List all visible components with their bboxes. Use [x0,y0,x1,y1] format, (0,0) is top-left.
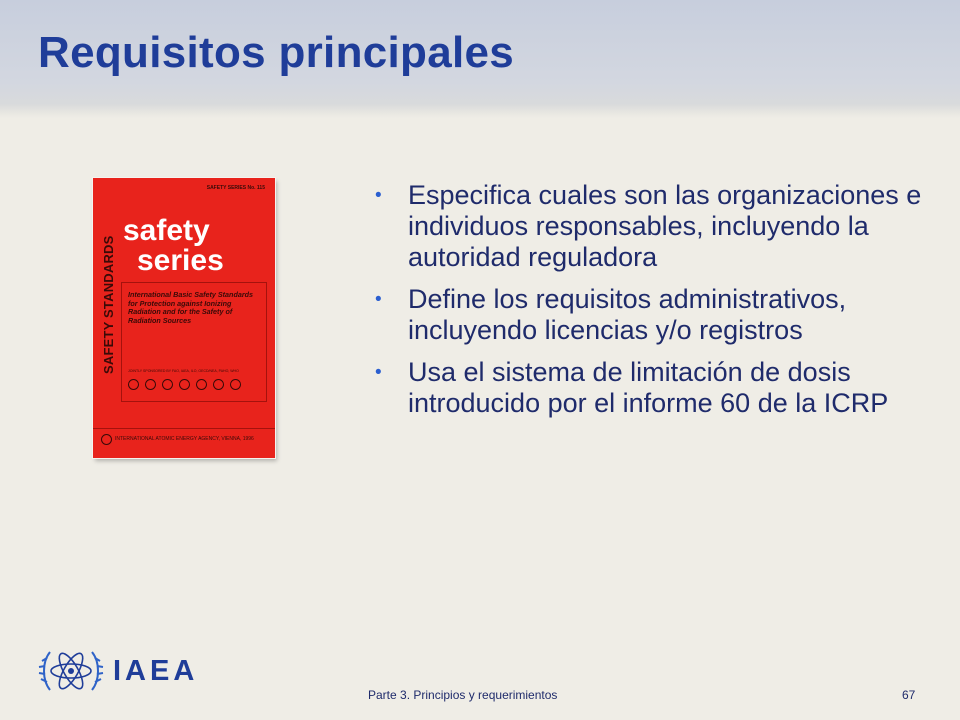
cover-title-word-2: series [137,244,224,277]
sponsor-emblem-icon [179,379,190,390]
cover-footer [93,428,275,451]
cover-description-box [121,282,267,402]
cover-description: International Basic Safety Standards for Protection against Ionizing Radiation and for the Safety of Radiation Sources [128,290,254,325]
cover-vertical-label [99,214,119,374]
cover-series-number: SAFETY SERIES No. 115 [206,185,265,191]
bullet-text: Usa el sistema de limitación de dosis introducido por el informe 60 de la ICRP [408,357,889,418]
sponsor-emblem-icon [128,379,139,390]
cover-sponsors: JOINTLY SPONSORED BY FAO, IAEA, ILO, OECD/NEA, PAHO, WHO [128,369,239,373]
bullet-text: Especifica cuales son las organizaciones e individuos responsables, incluyendo la autoridad reguladora [408,180,922,272]
bullet-item [368,180,928,273]
sponsor-emblem-icon [145,379,156,390]
iaea-brand: IAEA [113,655,199,687]
bullet-icon: • [375,185,382,206]
sponsor-emblem-icon [230,379,241,390]
sponsor-emblem-icon [162,379,173,390]
cover-publisher: INTERNATIONAL ATOMIC ENERGY AGENCY, VIENNA, 1996 [115,436,254,442]
sponsor-emblem-icon [213,379,224,390]
safety-series-book-cover [93,178,275,458]
slide-title: Requisitos principales [38,28,515,77]
cover-title-word-1: safety [123,214,210,247]
bullet-item [368,357,928,419]
bullet-text: Define los requisitos administrativos, incluyendo licencias y/o registros [408,284,847,345]
bullet-icon: • [375,362,382,383]
page-number: 67 [902,688,916,702]
cover-sponsor-emblems [128,379,241,390]
bullet-icon: • [375,289,382,310]
bullet-item [368,284,928,346]
cover-iaea-emblem-icon [101,434,112,445]
cover-vertical-text: SAFETY STANDARDS [101,235,116,374]
footer-text: Parte 3. Principios y requerimientos [368,688,558,702]
bullet-list [368,180,928,430]
iaea-logo-icon [38,638,104,704]
sponsor-emblem-icon [196,379,207,390]
